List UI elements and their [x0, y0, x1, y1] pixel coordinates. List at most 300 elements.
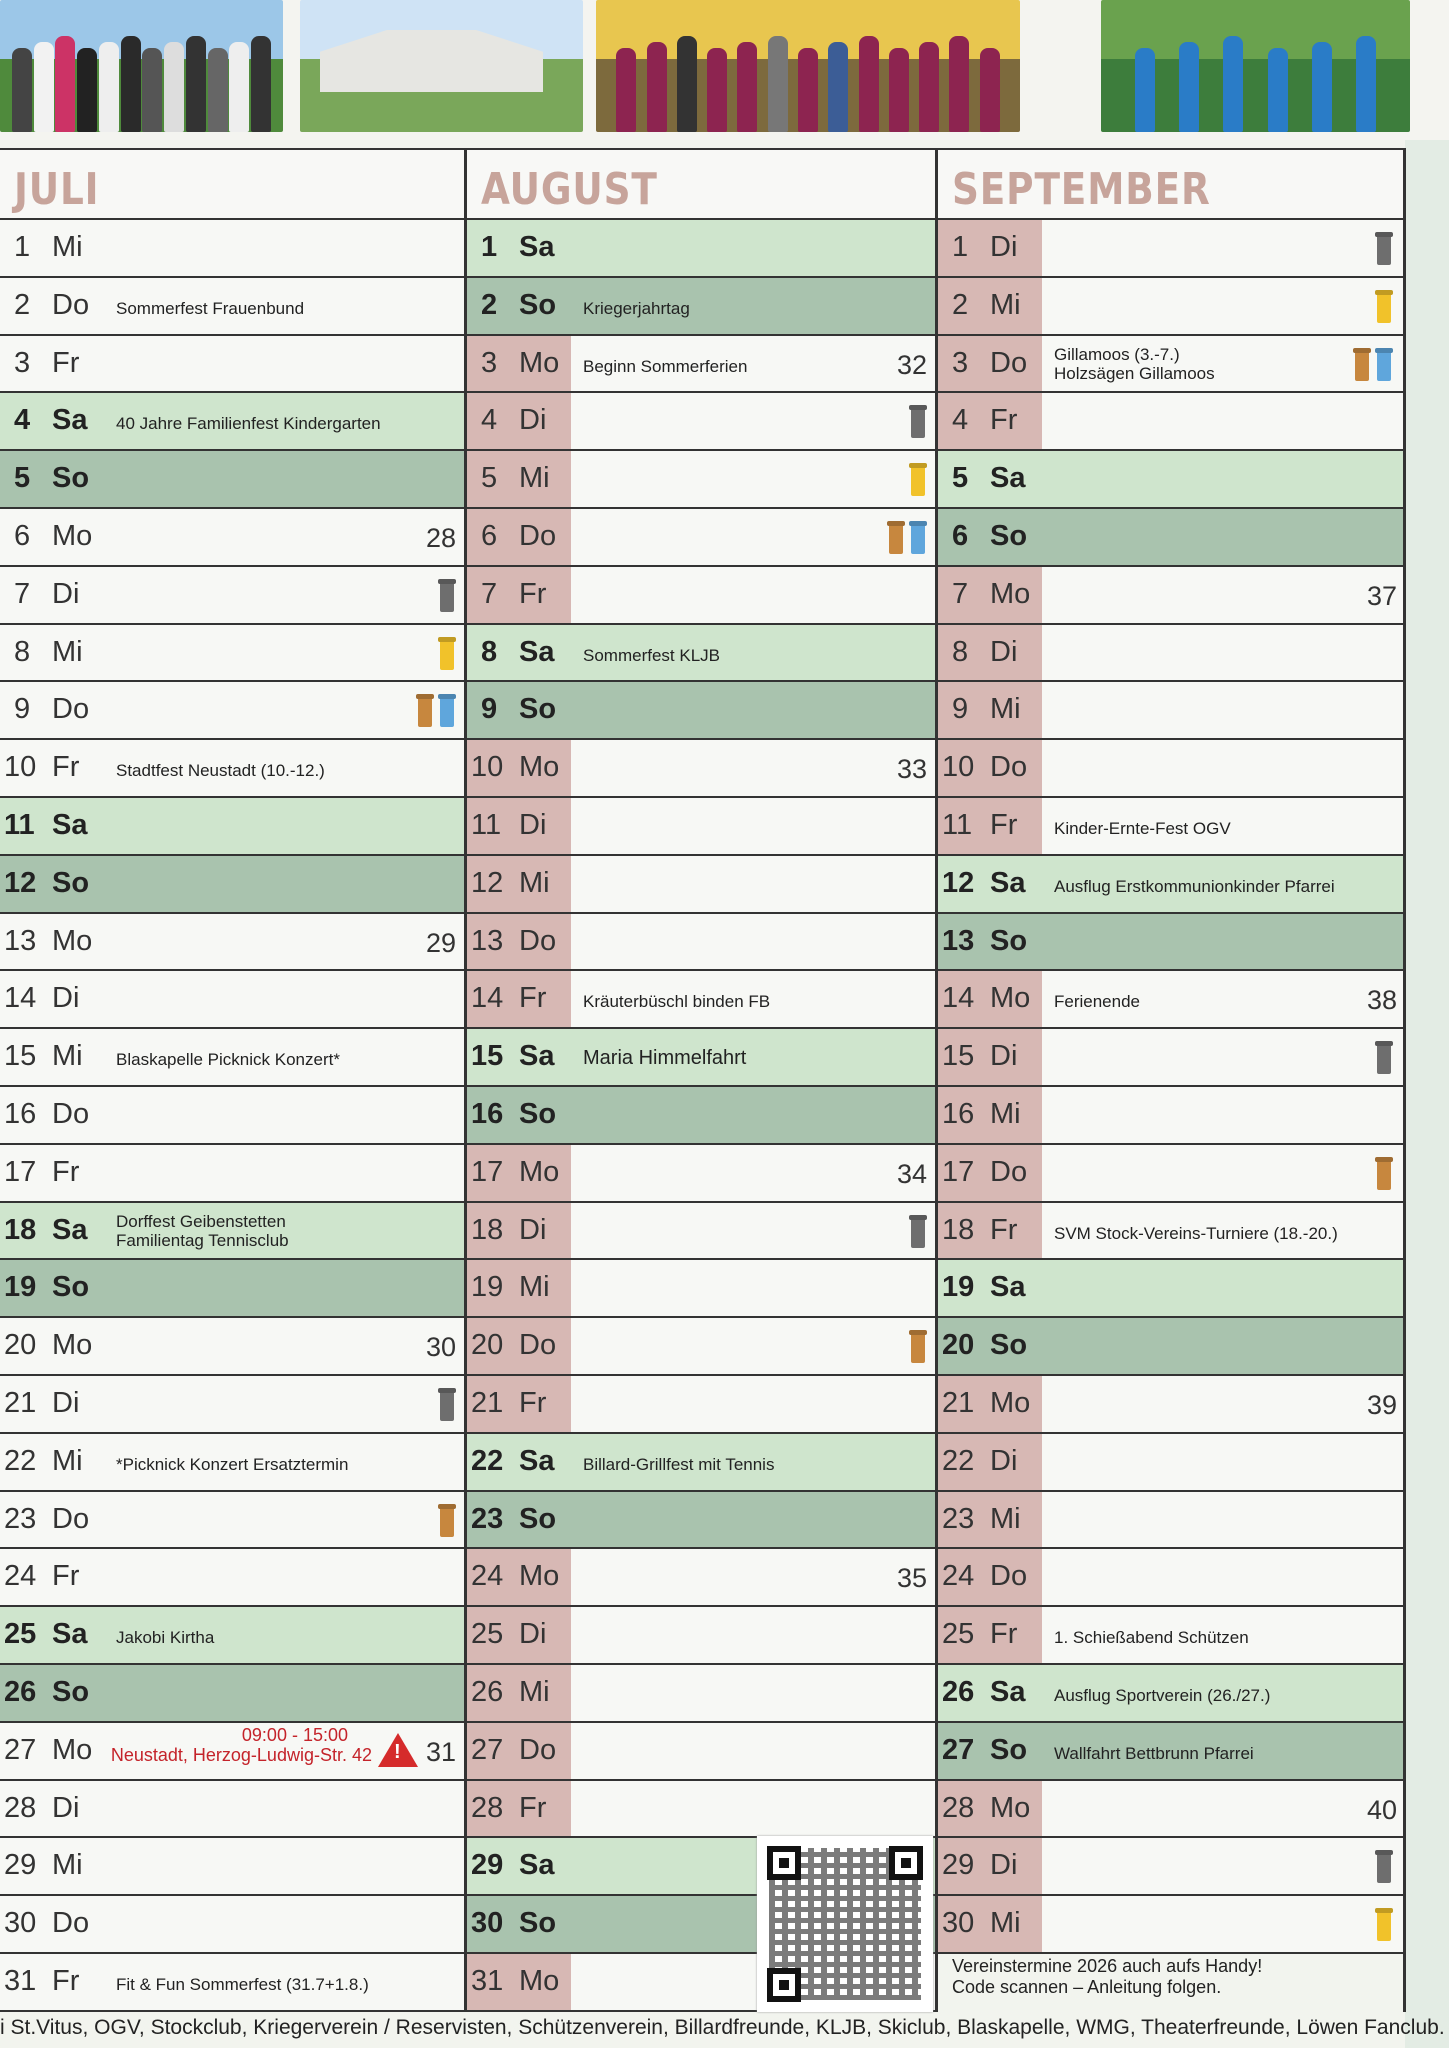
weekday: Do: [519, 1733, 557, 1766]
week-number: 28: [425, 522, 456, 553]
day-number: 31: [471, 1964, 504, 1997]
month-column-august: [467, 148, 935, 2012]
day-number: 10: [471, 751, 504, 784]
day-row: [0, 914, 464, 972]
waste-bins: [889, 521, 925, 554]
day-number: 2: [481, 288, 498, 321]
day-row: [467, 1376, 935, 1434]
event-line: SVM Stock-Vereins-Turniere (18.-20.): [1054, 1223, 1338, 1243]
month-title: JULI: [14, 164, 100, 215]
day-number: 17: [942, 1155, 975, 1188]
person-figure: [889, 48, 909, 132]
weekday: Mo: [519, 751, 560, 784]
day-number: 2: [14, 288, 31, 321]
day-number: 11: [471, 808, 502, 841]
weekday: So: [52, 1675, 90, 1708]
person-figure: [12, 48, 32, 132]
qr-code[interactable]: [757, 1836, 933, 2012]
grey-bin-icon: [440, 579, 454, 612]
day-number: 30: [4, 1907, 37, 1940]
day-row: [938, 1318, 1405, 1376]
weekday: Sa: [990, 1271, 1026, 1304]
person-figure: [142, 48, 162, 132]
day-number: 23: [4, 1502, 37, 1535]
event-line: Stadtfest Neustadt (10.-12.): [116, 761, 325, 781]
grey-bin-icon: [1377, 1850, 1391, 1883]
brown-bin-icon: [440, 1504, 454, 1537]
day-row: [467, 1492, 935, 1550]
person-figure: [99, 42, 119, 132]
brown-bin-icon: [911, 1330, 925, 1363]
day-row: [467, 1087, 935, 1145]
month-header: [0, 148, 464, 220]
weekday: Mo: [52, 1733, 93, 1766]
notice-time: 09:00 - 15:00: [241, 1724, 348, 1745]
person-figure: [1356, 36, 1376, 132]
day-number: 5: [952, 462, 969, 495]
weekday: Fr: [52, 751, 80, 784]
event-text: [1054, 1744, 1254, 1764]
weekday: Do: [52, 1097, 90, 1130]
day-number: 28: [942, 1791, 975, 1824]
week-number: 29: [425, 927, 456, 958]
day-row: [467, 509, 935, 567]
day-number: 17: [4, 1155, 37, 1188]
weekday: Mi: [990, 693, 1021, 726]
weekday: Di: [990, 231, 1018, 263]
week-number: 31: [425, 1736, 456, 1767]
weekday: Mo: [52, 924, 93, 957]
weekday: Do: [519, 519, 557, 552]
day-number: 30: [942, 1907, 975, 1940]
day-number: 19: [471, 1271, 504, 1304]
day-row: [467, 1318, 935, 1376]
day-row: [0, 1145, 464, 1203]
event-line-2: Familientag Tennisclub: [116, 1230, 289, 1250]
day-row: [0, 1318, 464, 1376]
weekday: Sa: [52, 1618, 88, 1651]
person-figure: [1312, 42, 1332, 132]
day-row: [938, 220, 1405, 278]
event-line: Jakobi Kirtha: [116, 1628, 215, 1648]
weekday: Do: [519, 924, 557, 957]
day-number: 5: [14, 462, 31, 495]
event-text: [116, 1050, 340, 1070]
person-figure: [208, 48, 228, 132]
day-row: [938, 1434, 1405, 1492]
weekday: Mi: [52, 1849, 83, 1882]
day-row: [938, 1029, 1405, 1087]
day-number: 5: [481, 462, 498, 495]
day-row: [0, 1607, 464, 1665]
weekday: Do: [990, 346, 1028, 379]
person-figure: [859, 36, 879, 132]
day-number: 18: [471, 1213, 504, 1246]
event-line: Beginn Sommerferien: [583, 356, 748, 376]
grey-bin-icon: [911, 405, 925, 438]
day-number: 19: [4, 1271, 37, 1304]
weekday: Mo: [990, 1791, 1031, 1824]
weekday: Di: [990, 1849, 1018, 1882]
person-figure: [55, 36, 75, 132]
weekday: Do: [52, 1907, 90, 1940]
waste-bins: [440, 637, 454, 670]
qr-finder-top-right: [889, 1846, 923, 1880]
event-line: Blaskapelle Picknick Konzert*: [116, 1050, 340, 1070]
day-row: [0, 451, 464, 509]
waste-bins: [911, 1330, 925, 1363]
month-title: SEPTEMBER: [952, 164, 1211, 215]
person-figure: [616, 48, 636, 132]
day-number: 20: [4, 1329, 37, 1362]
day-number: 26: [4, 1675, 37, 1708]
day-row: [938, 1087, 1405, 1145]
day-number: 29: [471, 1849, 504, 1882]
weekday: Do: [52, 288, 90, 321]
day-number: 4: [14, 404, 31, 437]
day-row: [938, 682, 1405, 740]
day-row: [938, 971, 1405, 1029]
weekday: So: [990, 519, 1028, 552]
weekday: So: [519, 1097, 557, 1130]
day-row: [467, 1549, 935, 1607]
day-number: 23: [942, 1502, 975, 1535]
person-figure: [1223, 36, 1243, 132]
day-row: [467, 740, 935, 798]
weekday: Sa: [52, 404, 88, 437]
event-line: *Picknick Konzert Ersatztermin: [116, 1454, 349, 1474]
weekday: Mi: [990, 1907, 1021, 1940]
day-row: [467, 971, 935, 1029]
day-number: 24: [471, 1560, 504, 1593]
day-row: [0, 1781, 464, 1839]
event-text: [116, 1628, 214, 1648]
day-number: 27: [471, 1733, 504, 1766]
weekday: Do: [52, 693, 90, 726]
person-figure: [1135, 48, 1155, 132]
event-text: [1054, 819, 1231, 839]
column-divider: [464, 148, 467, 2012]
weekday: Fr: [52, 1560, 80, 1593]
week-number: 34: [896, 1158, 927, 1189]
day-number: 25: [4, 1618, 37, 1651]
weekday: Mo: [990, 577, 1031, 610]
blue-bin-icon: [1377, 348, 1391, 381]
weekday: Di: [52, 577, 80, 610]
event-line: Kräuterbüschl binden FB: [583, 992, 771, 1012]
blue-bin-icon: [911, 521, 925, 554]
day-number: 20: [471, 1329, 504, 1362]
day-number: 14: [942, 982, 975, 1015]
event-text: [583, 992, 770, 1012]
day-row: [0, 1087, 464, 1145]
day-row: [467, 1665, 935, 1723]
day-row: [0, 740, 464, 798]
weekday: Mi: [52, 1040, 83, 1073]
weekday: Fr: [52, 1155, 80, 1188]
column-divider: [935, 148, 938, 2012]
person-figure: [186, 36, 206, 132]
day-row: [467, 1723, 935, 1781]
day-number: 11: [4, 808, 35, 841]
week-number: 40: [1366, 1794, 1397, 1825]
day-number: 8: [14, 635, 31, 668]
day-number: 7: [14, 577, 31, 610]
weekday: Di: [519, 1213, 547, 1246]
person-figure: [677, 36, 697, 132]
day-number: 21: [471, 1386, 504, 1419]
event-text: [116, 1455, 348, 1475]
event-text: [583, 1047, 746, 1070]
weekday: So: [52, 866, 90, 899]
weekday: Mi: [52, 1444, 83, 1477]
month-header: [938, 148, 1405, 220]
weekday: Di: [52, 1791, 80, 1824]
day-number: 9: [14, 693, 31, 726]
day-number: 3: [952, 346, 969, 379]
weekday: Mo: [990, 982, 1031, 1015]
day-row: [938, 1260, 1405, 1318]
day-row: [467, 220, 935, 278]
day-number: 8: [481, 635, 498, 668]
day-row: [467, 914, 935, 972]
weekday: So: [52, 1271, 90, 1304]
day-row: [467, 278, 935, 336]
day-row: [938, 278, 1405, 336]
day-row: [467, 856, 935, 914]
day-number: 7: [952, 577, 969, 610]
day-number: 17: [471, 1155, 504, 1188]
event-line: Gillamoos (3.-7.): [1054, 344, 1180, 364]
day-number: 4: [481, 404, 498, 437]
day-number: 25: [942, 1618, 975, 1651]
week-number: 33: [896, 754, 927, 785]
weekday: Do: [990, 751, 1028, 784]
day-number: 20: [942, 1329, 975, 1362]
brown-bin-icon: [1377, 1157, 1391, 1190]
weekday: So: [52, 462, 90, 495]
yellow-bin-icon: [911, 463, 925, 496]
brown-bin-icon: [1355, 348, 1369, 381]
weekday: Fr: [52, 346, 80, 379]
weekday: Sa: [519, 635, 555, 668]
weekday: Mi: [990, 1097, 1021, 1130]
group-photo-club: [596, 0, 1020, 132]
brown-bin-icon: [889, 521, 903, 554]
weekday: Sa: [990, 1675, 1026, 1708]
group-photo-youth: [0, 0, 283, 132]
day-row: [938, 1145, 1405, 1203]
person-figure: [828, 42, 848, 132]
person-figure: [798, 48, 818, 132]
event-text: [116, 1212, 289, 1250]
day-number: 26: [471, 1675, 504, 1708]
event-text: [116, 761, 325, 781]
day-number: 28: [471, 1791, 504, 1824]
day-number: 13: [471, 924, 504, 957]
day-row: [467, 1029, 935, 1087]
weekday: So: [519, 288, 557, 321]
weekday: Mi: [519, 1271, 550, 1304]
day-number: 6: [952, 519, 969, 552]
day-row: [467, 1203, 935, 1261]
tennis-team-photo: [1101, 0, 1410, 132]
event-line: Maria Himmelfahrt: [583, 1047, 747, 1070]
weekday: Di: [990, 1040, 1018, 1073]
event-line: Kriegerjahrtag: [583, 298, 690, 318]
day-row: [938, 567, 1405, 625]
weekday: Mi: [519, 1675, 550, 1708]
event-text: [116, 299, 304, 319]
day-row: [938, 1376, 1405, 1434]
day-row: [0, 1260, 464, 1318]
waste-bins: [440, 579, 454, 612]
yellow-bin-icon: [1377, 1908, 1391, 1941]
person-figure: [1268, 48, 1288, 132]
day-row: [0, 1665, 464, 1723]
day-number: 1: [481, 231, 498, 263]
day-row: [0, 1549, 464, 1607]
person-figure: [34, 42, 54, 132]
day-row: [0, 1723, 464, 1781]
weekday: Sa: [519, 231, 555, 263]
event-text: [583, 646, 720, 666]
day-row: [938, 336, 1405, 394]
day-number: 28: [4, 1791, 37, 1824]
day-number: 19: [942, 1271, 975, 1304]
event-line: Wallfahrt Bettbrunn Pfarrei: [1054, 1743, 1254, 1763]
weekday: Sa: [519, 1849, 555, 1882]
weekday: Fr: [519, 1386, 547, 1419]
day-number: 22: [471, 1444, 504, 1477]
day-row: [467, 567, 935, 625]
day-row: [0, 1896, 464, 1954]
day-row: [0, 567, 464, 625]
day-number: 4: [952, 404, 969, 437]
day-number: 15: [4, 1040, 37, 1073]
page-edge: [1405, 140, 1449, 2048]
day-row: [0, 682, 464, 740]
day-row: [938, 625, 1405, 683]
day-number: 1: [14, 231, 31, 263]
week-number: 38: [1366, 985, 1397, 1016]
weekday: Fr: [52, 1964, 80, 1997]
day-number: 16: [942, 1097, 975, 1130]
day-number: 27: [942, 1733, 975, 1766]
day-row: [938, 1549, 1405, 1607]
day-number: 13: [942, 924, 975, 957]
weekday: Di: [519, 404, 547, 437]
event-line: Billard-Grillfest mit Tennis: [583, 1454, 775, 1474]
day-row: [0, 278, 464, 336]
event-line: 40 Jahre Familienfest Kindergarten: [116, 414, 381, 434]
day-number: 31: [4, 1964, 37, 1997]
day-row: [467, 336, 935, 394]
weekday: Mo: [519, 1964, 560, 1997]
day-number: 27: [4, 1733, 37, 1766]
weekday: So: [519, 693, 557, 726]
event-text: [1054, 345, 1215, 383]
month-header: [467, 148, 935, 220]
day-row: [938, 1896, 1405, 1954]
day-number: 22: [4, 1444, 37, 1477]
day-number: 24: [4, 1560, 37, 1593]
person-figure: [121, 36, 141, 132]
day-row: [0, 1376, 464, 1434]
day-row: [0, 1838, 464, 1896]
qr-caption: [952, 1956, 1262, 1998]
festival-tent-photo: [300, 0, 583, 132]
waste-bins: [1377, 1908, 1391, 1941]
day-row: [467, 798, 935, 856]
event-line: Ausflug Erstkommunionkinder Pfarrei: [1054, 876, 1335, 896]
event-line: 1. Schießabend Schützen: [1054, 1628, 1249, 1648]
yellow-bin-icon: [1377, 290, 1391, 323]
week-number: 35: [896, 1563, 927, 1594]
day-row: [938, 509, 1405, 567]
waste-bins: [418, 694, 454, 727]
weekday: Di: [52, 1386, 80, 1419]
weekday: Do: [519, 1329, 557, 1362]
day-number: 12: [471, 866, 504, 899]
weekday: Mo: [519, 1560, 560, 1593]
day-number: 29: [4, 1849, 37, 1882]
day-number: 3: [14, 346, 31, 379]
weekday: Di: [519, 1618, 547, 1651]
event-line: Kinder-Ernte-Fest OGV: [1054, 818, 1231, 838]
waste-bins: [440, 1504, 454, 1537]
event-line-2: Holzsägen Gillamoos: [1054, 363, 1215, 383]
weekday: So: [990, 1329, 1028, 1362]
weekday: Fr: [519, 577, 547, 610]
day-row: [0, 1203, 464, 1261]
column-divider: [1403, 148, 1406, 2012]
day-row: [467, 451, 935, 509]
day-number: 8: [952, 635, 969, 668]
day-number: 25: [471, 1618, 504, 1651]
day-row: [938, 1665, 1405, 1723]
event-text: [1054, 1686, 1270, 1706]
day-row: [0, 393, 464, 451]
day-number: 16: [4, 1097, 37, 1130]
day-row: [938, 1607, 1405, 1665]
day-number: 21: [4, 1386, 37, 1419]
event-text: [1054, 877, 1335, 897]
day-row: [0, 336, 464, 394]
weekday: Sa: [990, 462, 1026, 495]
person-figure: [980, 48, 1000, 132]
person-figure: [707, 48, 727, 132]
event-line: Ausflug Sportverein (26./27.): [1054, 1685, 1271, 1705]
day-number: 2: [952, 288, 969, 321]
weekday: Mi: [52, 635, 83, 668]
person-figure: [647, 42, 667, 132]
weekday: Fr: [990, 1213, 1018, 1246]
weekday: Mo: [519, 1155, 560, 1188]
weekday: Di: [519, 808, 547, 841]
day-row: [467, 625, 935, 683]
day-row: [0, 971, 464, 1029]
day-number: 26: [942, 1675, 975, 1708]
blue-bin-icon: [440, 694, 454, 727]
weekday: Fr: [519, 1791, 547, 1824]
weekday: Sa: [519, 1040, 555, 1073]
weekday: Fr: [990, 404, 1018, 437]
person-figure: [251, 36, 271, 132]
event-line: Sommerfest Frauenbund: [116, 298, 305, 318]
day-number: 12: [4, 866, 37, 899]
day-row: [0, 1434, 464, 1492]
